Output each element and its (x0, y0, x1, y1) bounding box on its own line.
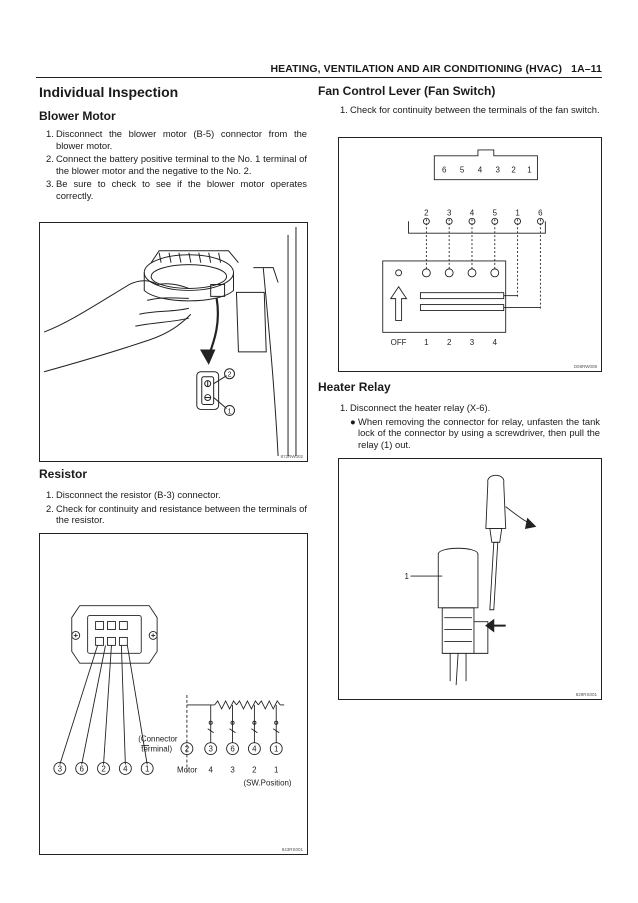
top-terminal-4: 4 (252, 744, 257, 754)
position-1: 1 (424, 338, 429, 348)
top-terminal-1: 2 (184, 744, 190, 754)
connector-pin-6: 6 (442, 165, 447, 175)
sw-position-2: 3 (230, 765, 235, 775)
connector-pin-5: 5 (459, 165, 465, 175)
terminal-3: 3 (446, 208, 452, 218)
fan-switch-diagram (339, 138, 601, 371)
sw-position-3: 2 (252, 765, 257, 775)
heater-relay-figure (338, 458, 602, 700)
sw-position-4: 1 (274, 765, 279, 775)
bottom-terminal-5: 1 (144, 764, 150, 774)
fan-step-1: 1. Check for continuity between the terminals of the fan switch. (340, 104, 600, 115)
resistor-figure-code: 843RS001 (281, 847, 303, 852)
blower-callout-2: 2 (227, 371, 232, 379)
terminal-2: 2 (424, 208, 429, 218)
heater-relay-steps (340, 402, 600, 450)
terminal-5: 5 (492, 208, 497, 218)
fan-figure-code: D08RW008 (573, 364, 597, 369)
motor-label: Motor (176, 765, 198, 775)
heater-relay-illustration (339, 459, 601, 699)
terminal-4: 4 (469, 208, 475, 218)
resistor-steps (46, 489, 307, 528)
bottom-terminal-3: 2 (101, 764, 106, 774)
blower-motor-illustration (40, 223, 307, 461)
connector-pin-4: 4 (477, 165, 483, 175)
terminal-6: 6 (538, 208, 543, 218)
terminal-1: 1 (515, 208, 520, 218)
page-number: 1A–11 (571, 63, 602, 75)
relay-bullet: ● When removing the connector for relay, unfasten the tank lock of the connector by using a screwdriver, then pull the relay (1) out. (350, 415, 600, 450)
connector-pin-1: 1 (527, 165, 532, 175)
blower-motor-title: Blower Motor (39, 109, 116, 123)
connector-pin-2: 2 (511, 165, 516, 175)
resistor-title: Resistor (39, 467, 88, 481)
sw-position-label: (SW.Position) (243, 778, 292, 788)
sw-position-1: 4 (208, 765, 213, 775)
connector-pin-3: 3 (495, 165, 500, 175)
connector-label-line1: (Connector (138, 734, 178, 744)
blower-step-2: 2. Connect the battery positive terminal to the No. 1 terminal of the blower motor and the negative to the No. 2. (46, 153, 307, 176)
position-2: 2 (446, 338, 452, 348)
resistor-step-1: 1. Disconnect the resistor (B-3) connector. (46, 489, 221, 500)
page-header (36, 62, 602, 78)
relay-figure-code: 829RS001 (575, 692, 597, 697)
top-terminal-3: 6 (230, 744, 235, 754)
header-title: HEATING, VENTILATION AND AIR CONDITIONING (HVAC) 1A–11 (270, 63, 602, 75)
blower-step-1: 1. Disconnect the blower motor (B-5) connector from the blower motor. (46, 128, 307, 151)
position-4: 4 (492, 338, 497, 348)
resistor-figure (39, 533, 308, 855)
position-off: OFF (390, 338, 407, 348)
fan-switch-steps (340, 104, 600, 118)
resistor-step-2: 2. Check for continuity and resistance between the terminals of the resistor. (46, 502, 307, 526)
relay-callout-1: 1 (404, 572, 409, 581)
fan-switch-title: Fan Control Lever (Fan Switch) (318, 84, 496, 98)
section-title: Individual Inspection (39, 84, 179, 100)
resistor-diagram (40, 534, 307, 854)
bottom-terminal-1: 3 (57, 764, 63, 774)
fan-switch-figure (338, 137, 602, 372)
blower-callout-1: 1 (227, 408, 232, 416)
connector-label-line2: terminal) (141, 744, 173, 754)
bottom-terminal-4: 4 (123, 764, 128, 774)
blower-figure-code: 872RW002 (280, 454, 303, 459)
position-3: 3 (469, 338, 475, 348)
top-terminal-2: 3 (208, 744, 213, 754)
relay-step-1: 1. Disconnect the heater relay (X-6). (340, 402, 491, 413)
blower-motor-figure (39, 222, 308, 462)
blower-step-3: 3. Be sure to check to see if the blower motor operates correctly. (46, 178, 307, 201)
top-terminal-5: 1 (274, 744, 279, 754)
blower-motor-steps (46, 128, 307, 204)
bottom-terminal-2: 6 (79, 764, 84, 774)
heater-relay-title: Heater Relay (318, 380, 391, 394)
